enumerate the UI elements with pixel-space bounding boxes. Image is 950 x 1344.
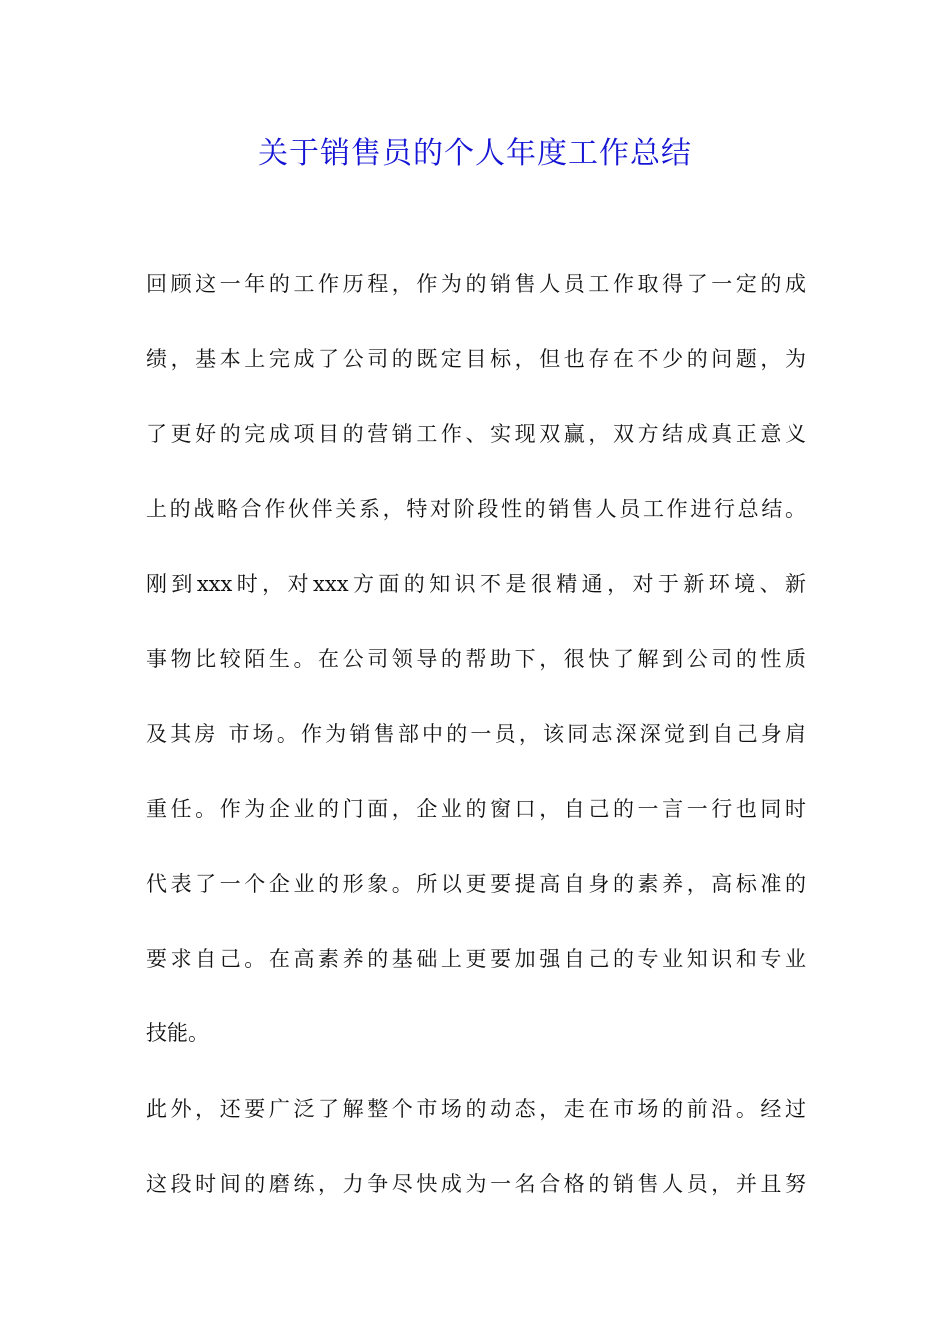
body-line: 绩，基本上完成了公司的既定目标，但也存在不少的问题，为: [146, 347, 806, 371]
body-line: 上的战略合作伙伴关系，特对阶段性的销售人员工作进行总结。: [146, 497, 806, 521]
body-line: 了更好的完成项目的营销工作、实现双赢，双方结成真正意义: [146, 422, 806, 446]
body-line: 此外，还要广泛了解整个市场的动态，走在市场的前沿。经过: [146, 1097, 806, 1121]
body-line: 及其房 市场。作为销售部中的一员，该同志深深觉到自己身肩: [146, 722, 806, 746]
body-line: 技能。: [146, 1021, 209, 1045]
body-line: 要求自己。在高素养的基础上更要加强自己的专业知识和专业: [146, 947, 806, 971]
body-line: 回顾这一年的工作历程，作为的销售人员工作取得了一定的成: [146, 272, 806, 296]
document-title: 关于销售员的个人年度工作总结: [258, 136, 692, 171]
body-line: 事物比较陌生。在公司领导的帮助下，很快了解到公司的性质: [146, 647, 806, 671]
body-line: 这段时间的磨练，力争尽快成为一名合格的销售人员，并且努: [146, 1172, 806, 1196]
body-line: 重任。作为企业的门面，企业的窗口，自己的一言一行也同时: [146, 797, 806, 821]
body-line: 刚到xxx时，对xxx方面的知识不是很精通，对于新环境、新: [146, 572, 806, 596]
body-line: 代表了一个企业的形象。所以更要提高自身的素养，高标准的: [146, 872, 806, 896]
